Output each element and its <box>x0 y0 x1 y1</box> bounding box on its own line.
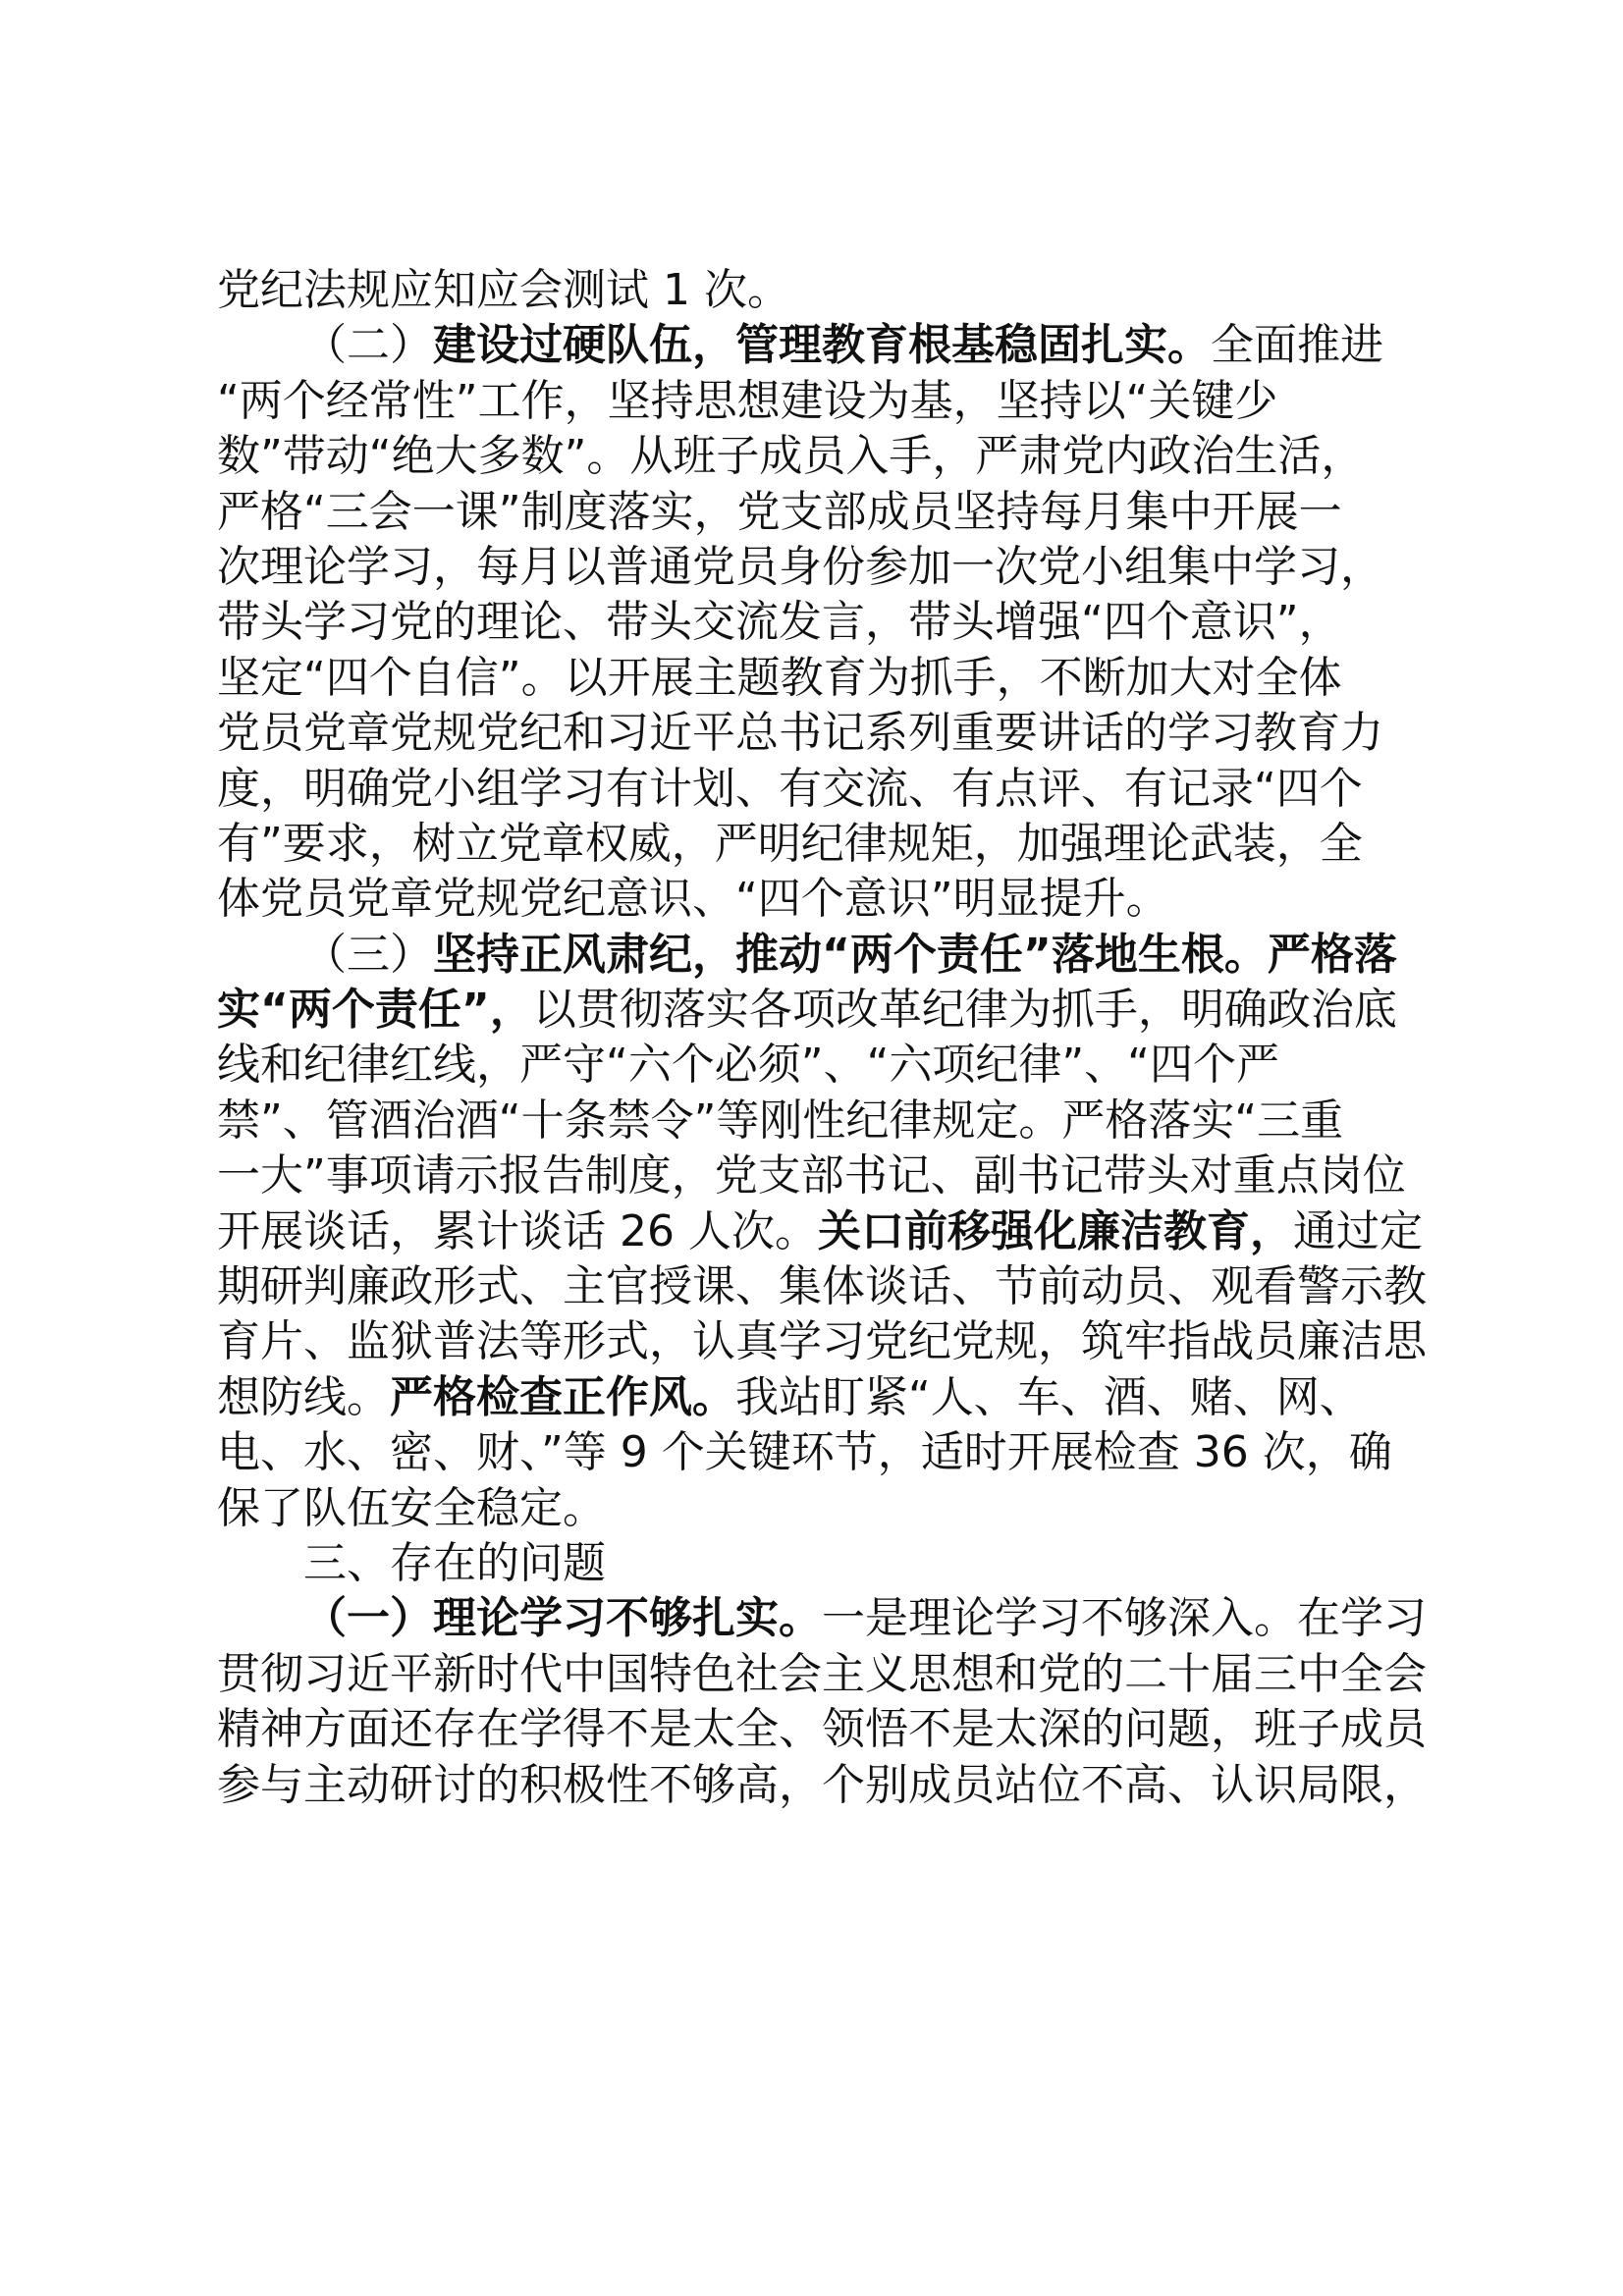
text-segment: 我站盯紧“人、车、酒、赌、网、 <box>735 1371 1363 1422</box>
text-segment: （二） <box>303 320 433 371</box>
text-segment: “两个经常性”工作，坚持思想建设为基，坚持以“关键少 <box>217 375 1278 426</box>
text-line <box>217 318 1434 373</box>
text-segment: 数”带动“绝大多数”。从班子成员入手，严肃党内政治生活， <box>217 431 1365 482</box>
text-segment: 以贯彻落实各项改革纪律为抓手，明确政治底 <box>532 985 1397 1036</box>
text-segment: 育片、监狱普法等形式，认真学习党纪党规，筑牢指战员廉洁思 <box>217 1316 1427 1367</box>
text-segment: 全面推进 <box>1211 320 1383 371</box>
text-line <box>217 1038 1434 1093</box>
text-segment: 电、水、密、财、”等 9 个关键环节，适时开展检查 36 次，确 <box>217 1427 1392 1478</box>
text-line <box>217 1647 1434 1702</box>
bold-text-segment: 坚持正风肃纪，推动“两个责任”落地生根。严格落 <box>433 929 1397 980</box>
text-segment: 开展谈话，累计谈话 26 人次。 <box>217 1205 818 1256</box>
text-line <box>217 983 1434 1038</box>
text-line <box>217 1536 1434 1591</box>
text-line <box>217 762 1434 817</box>
text-line <box>217 595 1434 650</box>
text-line <box>217 1481 1434 1536</box>
text-line <box>217 1425 1434 1480</box>
text-segment: 线和纪律红线，严守“六个必须”、“六项纪律”、“四个严 <box>217 1040 1279 1091</box>
text-segment: 期研判廉政形式、主官授课、集体谈话、节前动员、观看警示教 <box>217 1261 1427 1312</box>
text-line <box>217 1148 1434 1203</box>
text-segment: 有”要求，树立党章权威，严明纪律规矩，加强理论武装，全 <box>217 818 1363 869</box>
text-line <box>217 1259 1434 1314</box>
text-line <box>217 651 1434 706</box>
text-segment: 参与主动研讨的积极性不够高，个别成员站位不高、认识局限， <box>217 1759 1427 1810</box>
text-line <box>217 1314 1434 1369</box>
document-body <box>217 263 1434 1813</box>
text-line <box>217 1094 1434 1148</box>
text-line <box>217 706 1434 761</box>
text-line <box>217 872 1434 927</box>
text-segment: 想防线。 <box>217 1371 390 1422</box>
text-segment: 体党员党章党规党纪意识、“四个意识”明显提升。 <box>217 874 1169 925</box>
text-segment: （三） <box>303 929 433 980</box>
text-segment: 坚定“四个自信”。以开展主题教育为抓手，不断加大对全体 <box>217 652 1342 703</box>
text-line <box>217 540 1434 595</box>
text-segment: 严格“三会一课”制度落实，党支部成员坚持每月集中开展一 <box>217 486 1342 537</box>
text-segment: 通过定 <box>1292 1205 1423 1256</box>
bold-text-segment: 实“两个责任”， <box>217 985 533 1036</box>
text-line <box>217 1370 1434 1425</box>
text-segment: 贯彻习近平新时代中国特色社会主义思想和党的二十届三中全会 <box>217 1648 1427 1699</box>
text-line <box>217 817 1434 872</box>
bold-text-segment: 建设过硬队伍，管理教育根基稳固扎实。 <box>433 320 1211 371</box>
text-line <box>217 485 1434 540</box>
text-segment: 保了队伍安全稳定。 <box>217 1482 606 1533</box>
text-segment: 次理论学习，每月以普通党员身份参加一次党小组集中学习， <box>217 541 1383 592</box>
text-segment: 度，明确党小组学习有计划、有交流、有点评、有记录“四个 <box>217 763 1363 814</box>
text-line <box>217 429 1434 484</box>
bold-text-segment: 严格检查正作风。 <box>390 1371 735 1422</box>
text-line <box>217 1591 1434 1646</box>
text-segment: 三、存在的问题 <box>303 1537 606 1588</box>
text-segment: 党纪法规应知应会测试 1 次。 <box>217 265 790 315</box>
bold-text-segment: 关口前移强化廉洁教育， <box>817 1205 1293 1256</box>
text-segment: 禁”、管酒治酒“十条禁令”等刚性纪律规定。严格落实“三重 <box>217 1095 1344 1146</box>
text-line <box>217 263 1434 318</box>
text-segment: 一大”事项请示报告制度，党支部书记、副书记带头对重点岗位 <box>217 1150 1406 1201</box>
bold-text-segment: （一）理论学习不够扎实。 <box>303 1593 822 1644</box>
text-segment: 党员党章党规党纪和习近平总书记系列重要讲话的学习教育力 <box>217 708 1383 759</box>
text-segment: 精神方面还存在学得不是太全、领悟不是太深的问题，班子成员 <box>217 1704 1427 1755</box>
text-line <box>217 1204 1434 1259</box>
text-line <box>217 1702 1434 1757</box>
text-segment: 带头学习党的理论、带头交流发言，带头增强“四个意识”， <box>217 597 1342 648</box>
text-line <box>217 374 1434 429</box>
text-line <box>217 928 1434 983</box>
text-segment: 一是理论学习不够深入。在学习 <box>822 1593 1427 1644</box>
text-line <box>217 1758 1434 1813</box>
